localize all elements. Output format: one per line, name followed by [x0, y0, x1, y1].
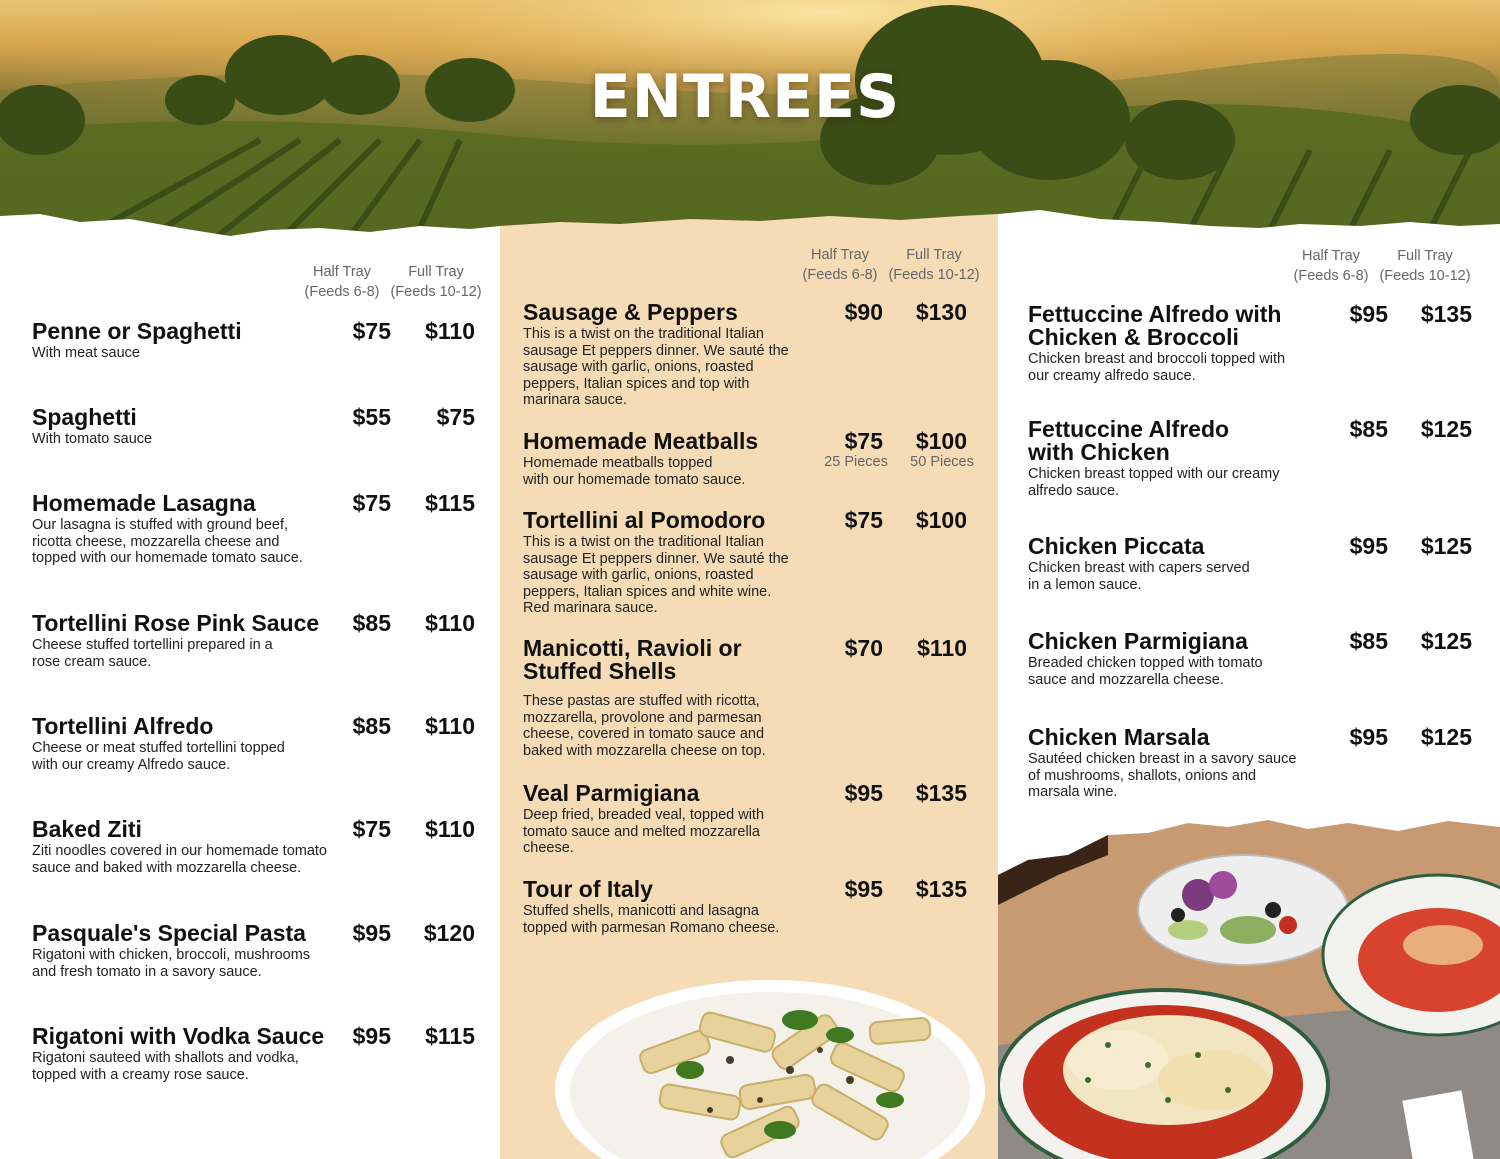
menu-item-description: These pastas are stuffed with ricotta, mozzarella, provolone and parmesan cheese, covered in tomato sauce and baked with mozzarella cheese on top.: [523, 693, 766, 759]
menu-item-name: Rigatoni with Vodka Sauce: [32, 1023, 325, 1049]
menu-item-description: Deep fried, breaded veal, topped with tomato sauce and melted mozzarella cheese.: [523, 807, 765, 856]
half-tray-label: Half Tray (Feeds 6-8): [802, 247, 878, 283]
menu-item-description: With meat sauce: [32, 345, 140, 361]
menu-item-name: Veal Parmigiana: [523, 780, 700, 806]
full-tray-price: $110: [917, 635, 967, 661]
menu-item: [523, 878, 823, 936]
half-tray-price: $55: [352, 404, 391, 430]
full-tray-price: $125: [1420, 724, 1472, 750]
half-tray-price: $95: [844, 780, 883, 806]
menu-item: [1028, 726, 1328, 801]
full-tray-pieces: 50 Pieces: [910, 454, 974, 470]
menu-item-description: Breaded chicken topped with tomato sauce and mozzarella cheese.: [1028, 655, 1263, 688]
menu-item-name: Penne or Spaghetti: [32, 318, 242, 344]
half-tray-price: $85: [352, 610, 391, 636]
menu-item: [1028, 418, 1328, 499]
full-tray-price: $75: [436, 404, 475, 430]
full-tray-price: $125: [1420, 533, 1472, 559]
menu-item-name: Chicken Piccata: [1028, 533, 1205, 559]
menu-item: [523, 782, 823, 857]
menu-item: [32, 1025, 352, 1083]
half-tray-price: $75: [844, 507, 883, 533]
menu-item-description: This is a twist on the traditional Italian sausage Et peppers dinner. We sauté the sausage with garlic, onions, roasted peppers, Italian spices and white wine. Red marinara sauce.: [523, 534, 789, 616]
menu-item-description: Chicken breast with capers served in a lemon sauce.: [1028, 560, 1250, 593]
half-tray-price: $75: [352, 318, 391, 344]
full-tray-price: $135: [915, 876, 967, 902]
menu-item: [32, 715, 352, 773]
menu-item-description: Stuffed shells, manicotti and lasagna topped with parmesan Romano cheese.: [523, 903, 780, 936]
menu-item: [523, 301, 823, 409]
half-tray-price: $95: [352, 920, 391, 946]
half-tray-price: $70: [844, 635, 883, 661]
full-tray-price: $130: [915, 299, 967, 325]
full-tray-label: Full Tray (Feeds 10-12): [1379, 248, 1471, 284]
half-tray-price: $95: [1349, 533, 1388, 559]
half-tray-price: $85: [1349, 628, 1388, 654]
full-tray-price: $110: [425, 610, 475, 636]
half-tray-price: $95: [1349, 724, 1388, 750]
menu-item-name: Homemade Meatballs: [523, 428, 759, 454]
half-tray-price: $95: [844, 876, 883, 902]
menu-item-description: This is a twist on the traditional Italian sausage Et peppers dinner. We sauté the sausage with garlic, onions, roasted peppers, Italian spices and top with marinara sauce.: [523, 326, 789, 408]
menu-item: [1028, 303, 1328, 384]
chicken-parmigiana-photo: [998, 815, 1500, 1159]
full-tray-price: $135: [1420, 301, 1472, 327]
half-tray-label: Half Tray (Feeds 6-8): [1293, 248, 1369, 284]
menu-item-name: Spaghetti: [32, 404, 137, 430]
full-tray-price: $125: [1420, 416, 1472, 442]
menu-item: [32, 612, 352, 670]
menu-item-description: Our lasagna is stuffed with ground beef, ricotta cheese, mozzarella cheese and topped with our homemade tomato sauce.: [32, 517, 303, 566]
half-tray-price: $95: [352, 1023, 391, 1049]
menu-item-name: Tortellini Alfredo: [32, 713, 214, 739]
full-tray-price: $110: [425, 713, 475, 739]
menu-item: [32, 922, 352, 980]
menu-item: [32, 320, 352, 362]
full-tray-price: $125: [1420, 628, 1472, 654]
menu-item: [32, 492, 352, 567]
half-tray-price: $85: [1349, 416, 1388, 442]
half-tray-price: $95: [1349, 301, 1388, 327]
menu-item-description: Homemade meatballs topped with our homemade tomato sauce.: [523, 455, 746, 488]
menu-item-description: Ziti noodles covered in our homemade tomato sauce and baked with mozzarella cheese.: [32, 843, 327, 876]
menu-item-description: Rigatoni with chicken, broccoli, mushrooms and fresh tomato in a savory sauce.: [32, 947, 311, 980]
half-tray-pieces: 25 Pieces: [824, 454, 888, 470]
menu-item-name: Fettuccine Alfredo with Chicken: [1028, 416, 1230, 465]
menu-item-name: Baked Ziti: [32, 816, 142, 842]
full-tray-label: Full Tray (Feeds 10-12): [390, 264, 482, 300]
menu-item-name: Pasquale's Special Pasta: [32, 920, 306, 946]
full-tray-price: $100: [915, 507, 967, 533]
menu-item-name: Tortellini Rose Pink Sauce: [32, 610, 320, 636]
menu-item-name: Fettuccine Alfredo with Chicken & Broccoli: [1028, 301, 1282, 350]
menu-item: [1028, 630, 1328, 688]
menu-item: [523, 637, 823, 759]
menu-item-description: Cheese stuffed tortellini prepared in a rose cream sauce.: [32, 637, 273, 670]
menu-item-name: Homemade Lasagna: [32, 490, 256, 516]
menu-item-name: Chicken Marsala: [1028, 724, 1210, 750]
menu-item-name: Tortellini al Pomodoro: [523, 507, 766, 533]
full-tray-price: $100: [915, 428, 967, 454]
menu-item-description: Chicken breast topped with our creamy alfredo sauce.: [1028, 466, 1280, 499]
half-tray-price: $90: [844, 299, 883, 325]
menu-item-description: Rigatoni sauteed with shallots and vodka, topped with a creamy rose sauce.: [32, 1050, 299, 1083]
menu-item: [1028, 535, 1328, 593]
page-title: ENTREES: [589, 62, 901, 132]
menu-item-name: Sausage & Peppers: [523, 299, 738, 325]
menu-item-description: Sautéed chicken breast in a savory sauce of mushrooms, shallots, onions and marsala wine.: [1028, 751, 1297, 800]
half-tray-price: $75: [352, 816, 391, 842]
full-tray-price: $110: [425, 816, 475, 842]
half-tray-price: $75: [844, 428, 883, 454]
full-tray-label: Full Tray (Feeds 10-12): [888, 247, 980, 283]
full-tray-price: $115: [425, 490, 475, 516]
full-tray-price: $120: [423, 920, 475, 946]
menu-item-name: Manicotti, Ravioli or Stuffed Shells: [523, 635, 742, 684]
menu-item-description: With tomato sauce: [32, 431, 153, 447]
menu-item-name: Chicken Parmigiana: [1028, 628, 1248, 654]
menu-item-description: Chicken breast and broccoli topped with our creamy alfredo sauce.: [1028, 351, 1286, 384]
torn-paper-edge-top: [0, 0, 1500, 260]
menu-item: [523, 430, 823, 488]
full-tray-price: $135: [915, 780, 967, 806]
half-tray-price: $85: [352, 713, 391, 739]
menu-item: [32, 818, 352, 876]
full-tray-price: $115: [425, 1023, 475, 1049]
rigatoni-pasta-photo: [540, 960, 998, 1159]
full-tray-price: $110: [425, 318, 475, 344]
menu-item-name: Tour of Italy: [523, 876, 653, 902]
menu-item-description: Cheese or meat stuffed tortellini topped with our creamy Alfredo sauce.: [32, 740, 285, 773]
half-tray-price: $75: [352, 490, 391, 516]
menu-item: [32, 406, 352, 448]
half-tray-label: Half Tray (Feeds 6-8): [304, 264, 380, 300]
menu-item: [523, 509, 823, 617]
